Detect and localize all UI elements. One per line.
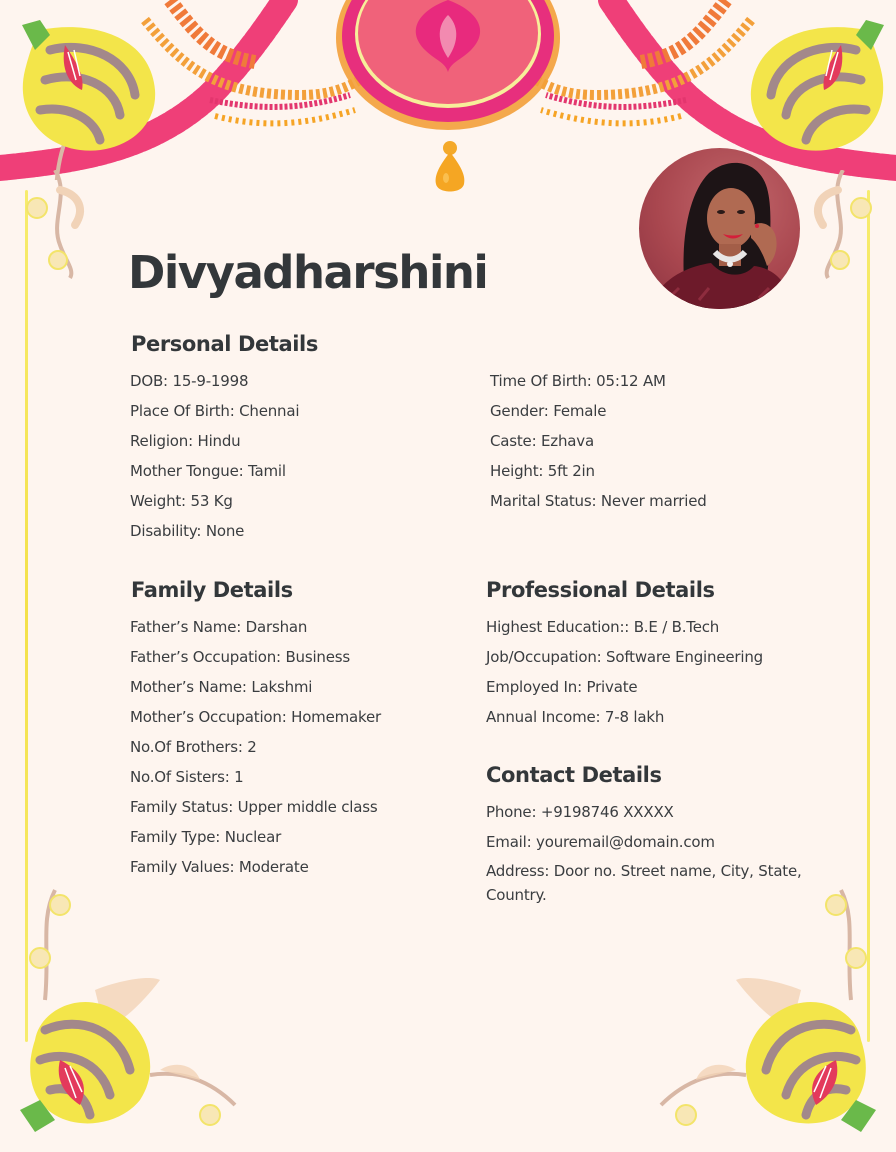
field-disability: Disability: None	[130, 522, 245, 540]
field-time-of-birth: Time Of Birth: 05:12 AM	[490, 372, 666, 390]
field-mothers-name: Mother’s Name: Lakshmi	[130, 678, 313, 696]
field-family-values: Family Values: Moderate	[130, 858, 309, 876]
field-family-status: Family Status: Upper middle class	[130, 798, 378, 816]
field-phone: Phone: +9198746 XXXXX	[486, 803, 674, 821]
field-marital-status: Marital Status: Never married	[490, 492, 707, 510]
field-religion: Religion: Hindu	[130, 432, 241, 450]
field-brothers: No.Of Brothers: 2	[130, 738, 257, 756]
contact-details-heading: Contact Details	[486, 763, 662, 787]
field-mother-tongue: Mother Tongue: Tamil	[130, 462, 286, 480]
field-height: Height: 5ft 2in	[490, 462, 595, 480]
field-place-of-birth: Place Of Birth: Chennai	[130, 402, 300, 420]
field-fathers-occupation: Father’s Occupation: Business	[130, 648, 350, 666]
field-fathers-name: Father’s Name: Darshan	[130, 618, 308, 636]
field-family-type: Family Type: Nuclear	[130, 828, 282, 846]
personal-details-heading: Personal Details	[131, 332, 318, 356]
corner-flower-top-right	[736, 10, 896, 180]
field-employed-in: Employed In: Private	[486, 678, 638, 696]
field-caste: Caste: Ezhava	[490, 432, 594, 450]
corner-flower-top-left	[10, 10, 170, 180]
field-dob: DOB: 15-9-1998	[130, 372, 249, 390]
corner-flower-bottom-right	[646, 880, 886, 1140]
field-address: Address: Door no. Street name, City, State, Country.	[486, 862, 802, 904]
professional-details-heading: Professional Details	[486, 578, 715, 602]
family-details-heading: Family Details	[131, 578, 293, 602]
field-job-occupation: Job/Occupation: Software Engineering	[486, 648, 763, 666]
corner-flower-bottom-left	[10, 880, 250, 1140]
field-email: Email: youremail@domain.com	[486, 833, 715, 851]
field-highest-education: Highest Education:: B.E / B.Tech	[486, 618, 720, 636]
field-sisters: No.Of Sisters: 1	[130, 768, 244, 786]
field-weight: Weight: 53 Kg	[130, 492, 233, 510]
swirl-left-top	[20, 170, 90, 280]
field-annual-income: Annual Income: 7-8 lakh	[486, 708, 665, 726]
profile-photo	[639, 148, 800, 309]
swirl-right-top	[808, 170, 878, 280]
field-gender: Gender: Female	[490, 402, 607, 420]
person-name: Divyadharshini	[128, 246, 488, 299]
field-mothers-occupation: Mother’s Occupation: Homemaker	[130, 708, 381, 726]
